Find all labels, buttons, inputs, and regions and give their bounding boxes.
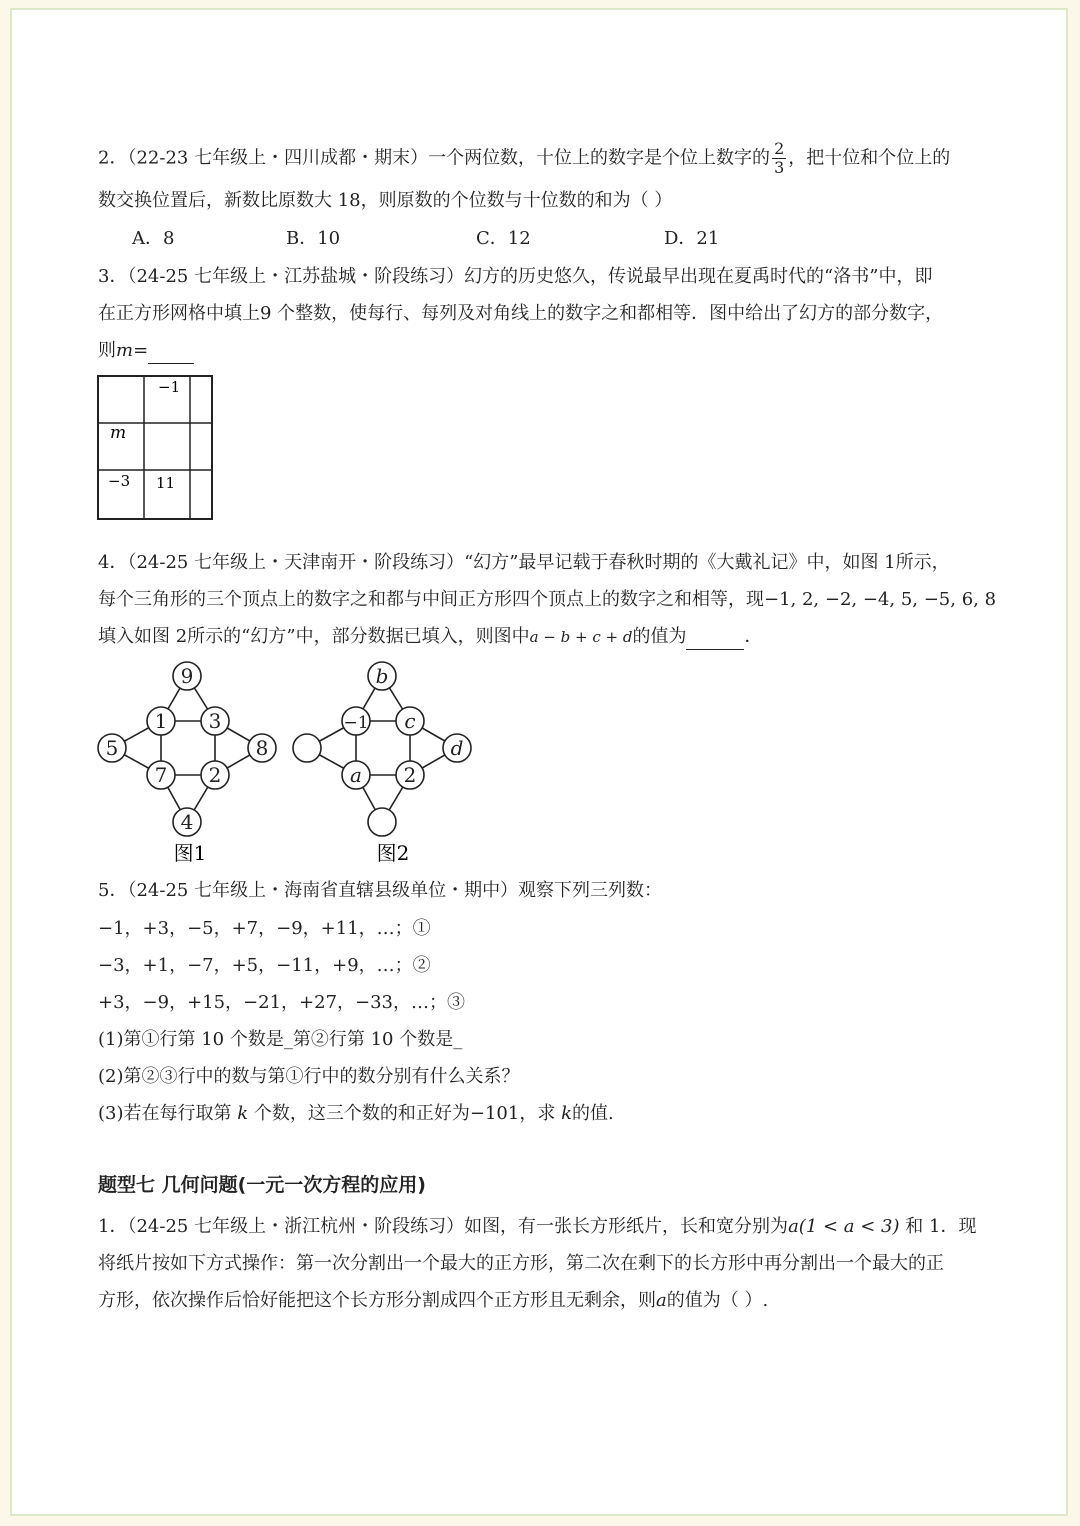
q3-line1: 3．（24-25 七年级上・江苏盐城・阶段练习）幻方的历史悠久，传说最早出现在夏禹时代的“洛书”中，即	[98, 266, 933, 287]
fig1-node-ul: 1	[154, 709, 168, 733]
fig1-node-ll: 7	[154, 763, 168, 787]
q5-line1: 5．（24-25 七年级上・海南省直辖县级单位・期中）观察下列三列数：	[98, 880, 663, 901]
q5-p3-var-k2: k	[561, 1103, 572, 1124]
s1-text-b3: 的值为（ ）.	[666, 1290, 769, 1311]
q4-line2: 每个三角形的三个顶点上的数字之和都与中间正方形四个顶点上的数字之和相等，现−1, 2, −2, −4, 5, −5, 6, 8	[98, 589, 997, 610]
q5-row2: −3，+1，−7，+5，−11，+9，…；②	[98, 955, 431, 976]
q3-prefix: 则	[98, 340, 116, 361]
q2-text-b: ，把十位和个位上的	[788, 147, 951, 169]
s1-expression: a(1 < a < 3)	[788, 1216, 900, 1237]
q5-p3-var-k: k	[237, 1103, 249, 1124]
fig1-node-ur: 3	[208, 709, 222, 733]
q2-frac-den: 3	[774, 158, 785, 177]
q5-part3	[98, 1101, 614, 1127]
q4-line1: 4．（24-25 七年级上・天津南开・阶段练习）“幻方”最早记载于春秋时期的《大戴礼记》中，如图 1所示，	[98, 552, 950, 573]
fig1-node-left: 5	[105, 736, 119, 760]
fig2-node-right: d	[450, 736, 464, 760]
grid-cell-mid-left: m	[110, 423, 127, 443]
fig2-node-ll: a	[350, 763, 362, 787]
s1-text-a: 1．（24-25 七年级上・浙江杭州・阶段练习）如图，有一张长方形纸片，长和宽分别为	[98, 1216, 789, 1237]
fig2-node-ul: −1	[343, 713, 369, 733]
q4-answer-blank	[686, 629, 744, 650]
q2-text-a: 2．（22-23 七年级上・四川成都・期末）一个两位数，十位上的数字是个位上数字的	[98, 147, 771, 169]
fig1-node-top: 9	[180, 664, 194, 688]
q5-part1: (1)第①行第 10 个数是_第②行第 10 个数是_	[98, 1029, 463, 1050]
q3-line3	[98, 338, 194, 364]
q2-line1	[98, 140, 950, 177]
q2-option-d: D．21	[664, 228, 720, 249]
section-heading: 题型七 几何问题(一元一次方程的应用)	[98, 1174, 426, 1196]
fig2-caption: 图2	[376, 841, 410, 865]
fig1-node-right: 8	[255, 736, 269, 760]
s1-text-a3: 方形，依次操作后恰好能把这个长方形分割成四个正方形且无剩余，则	[98, 1290, 656, 1311]
q5-row1: −1，+3，−5，+7，−9，+11，…；①	[98, 918, 431, 939]
q3-equals: =	[133, 340, 149, 361]
s1-line2: 将纸片按如下方式操作：第一次分割出一个最大的正方形，第二次在剩下的长方形中再分割出一个最大的正	[98, 1253, 944, 1274]
s1-var-a: a	[656, 1290, 667, 1311]
q2-option-b: B．10	[286, 228, 341, 249]
s1-text-b: 和 1．现	[905, 1216, 977, 1237]
q4-end: ．	[744, 626, 763, 647]
q2-fraction	[772, 140, 786, 177]
fig1-caption: 图1	[173, 841, 207, 865]
grid-cell-bot-mid: 11	[156, 474, 176, 492]
q5-part2: (2)第②③行中的数与第①行中的数分别有什么关系？	[98, 1066, 520, 1087]
q2-option-c: C．12	[476, 228, 531, 249]
q4-text-a: 填入如图 2所示的“幻方”中，部分数据已填入，则图中	[98, 626, 530, 647]
q4-line3	[98, 624, 762, 650]
q4-expression: a − b + c + d	[529, 628, 633, 646]
q5-p3-text-c: 的值.	[571, 1103, 614, 1124]
s1-line3	[98, 1288, 768, 1314]
fig2-node-top: b	[375, 664, 389, 688]
q2-line2: 数交换位置后，新数比原数大 18，则原数的个位数与十位数的和为（ ）	[98, 190, 673, 211]
q3-magic-square-grid	[96, 374, 216, 522]
q3-line2: 在正方形网格中填上9 个整数，使每行、每列及对角线上的数字之和都相等．图中给出了幻方的部分数字，	[98, 303, 944, 324]
fig1-node-bottom: 4	[180, 810, 194, 834]
fig2-node-ur: c	[404, 709, 416, 733]
q4-text-b: 的值为	[632, 626, 687, 647]
q3-answer-blank	[148, 343, 194, 364]
grid-cell-bot-left: −3	[108, 472, 131, 490]
q3-var-m: m	[116, 340, 134, 361]
grid-cell-top-mid: −1	[158, 378, 181, 396]
q2-option-a: A．8	[132, 228, 175, 249]
q5-p3-text-a: (3)若在每行取第	[98, 1103, 232, 1124]
fig1-node-lr: 2	[208, 763, 222, 787]
fig2-node-lr: 2	[403, 763, 417, 787]
s1-line1	[98, 1214, 976, 1240]
q4-figure-1	[95, 660, 285, 868]
q5-row3: +3，−9，+15，−21，+27，−33，…；③	[98, 992, 466, 1013]
q5-p3-text-b: 个数，这三个数的和正好为−101，求	[253, 1103, 556, 1124]
q4-figure-2	[290, 660, 480, 868]
q2-frac-num: 2	[774, 139, 785, 158]
